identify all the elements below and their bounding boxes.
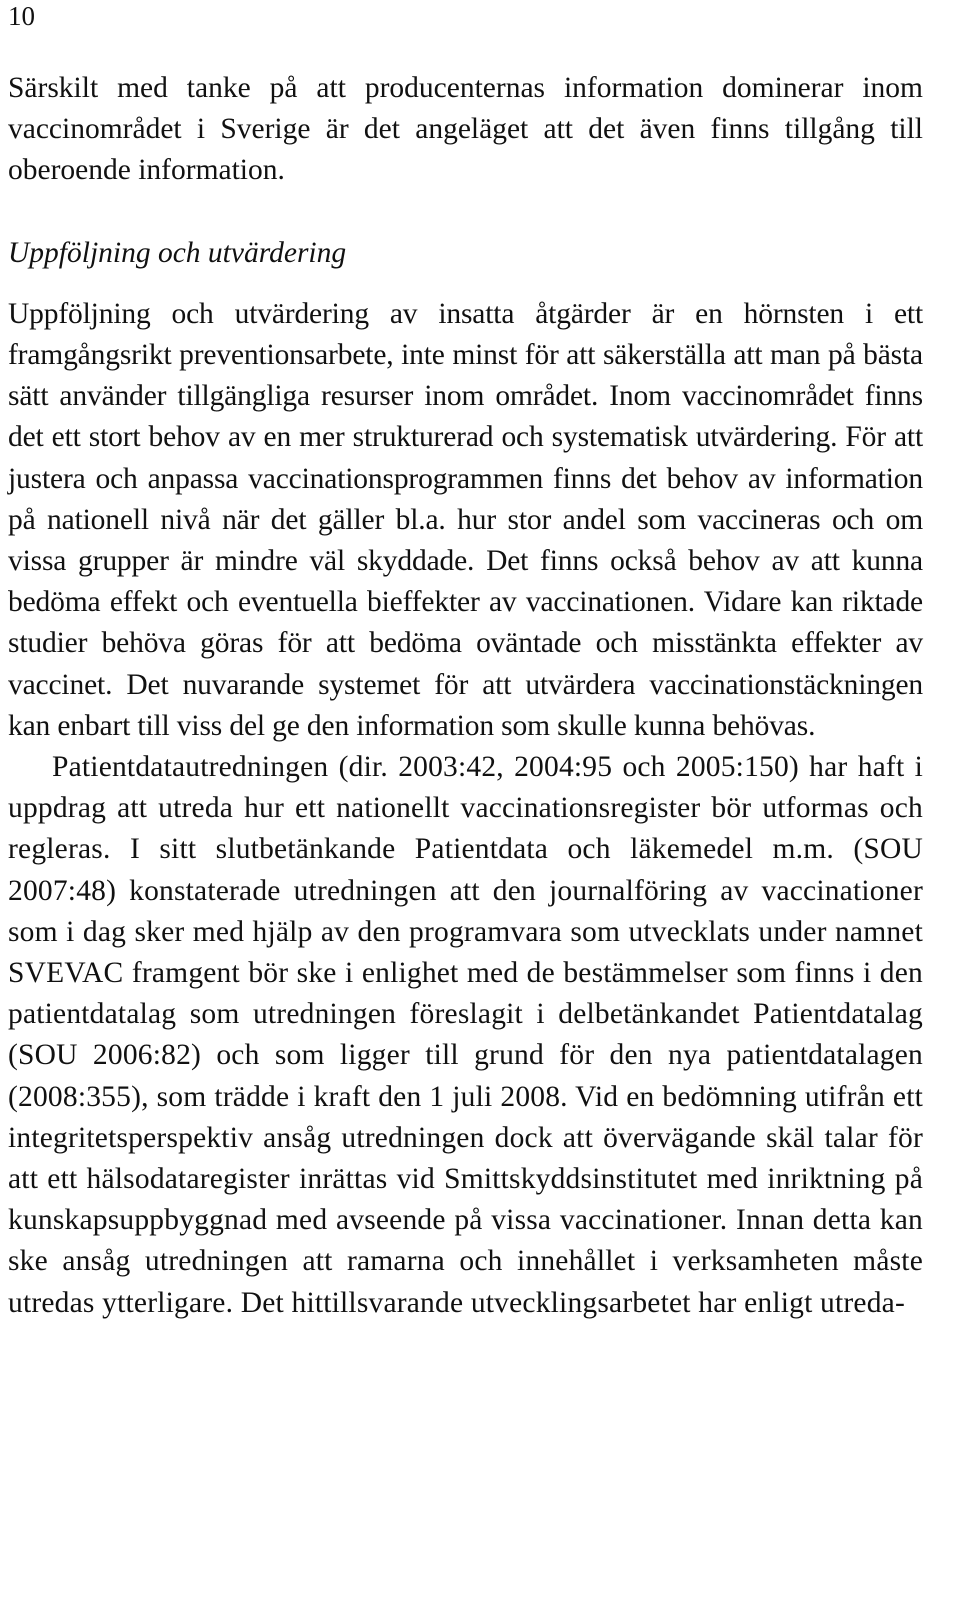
document-body <box>8 68 923 1324</box>
section-heading: Uppföljning och utvärdering <box>8 236 347 269</box>
page-number: 10 <box>8 1 35 31</box>
body-paragraph-1: Uppföljning och utvärdering av insatta åtgärder är en hörnsten i ett framgångsrikt preventionsarbete, inte minst för att säkerställa att man på bästa sätt använder tillgängliga resurser inom området. Inom vaccinområdet finns det ett stort behov av en mer strukturerad och systematisk utvärdering. För att justera och anpassa vaccinationsprogrammen finns det behov av information på nationell nivå när det gäller bl.a. hur stor andel som vaccineras och om vissa grupper är mindre väl skyddade. Det finns också behov av att kunna bedöma effekt och eventuella bieffekter av vaccinationen. Vidare kan riktade studier behöva göras för att bedöma oväntade och misstänkta effekter av vaccinet. Det nuvarande systemet för att utvärdera vaccinationstäckningen kan enbart till viss del ge den information som skulle kunna behövas. <box>8 297 923 742</box>
body-paragraph-2: Patientdatautredningen (dir. 2003:42, 2004:95 och 2005:150) har haft i uppdrag att utreda hur ett nationellt vaccinationsregister bör utformas och regleras. I sitt slutbetänkande Patientdata och läkemedel m.m. (SOU 2007:48) konstaterade utredningen att den journalföring av vaccinationer som i dag sker med hjälp av den programvara som utvecklats under namnet SVEVAC framgent bör ske i enlighet med de bestämmelser som finns i den patientdatalag som utredningen föreslagit i delbetänkandet Patientdatalag (SOU 2006:82) och som ligger till grund för den nya patientdatalagen (2008:355), som trädde i kraft den 1 juli 2008. Vid en bedömning utifrån ett integritetsperspektiv ansåg utredningen dock att övervägande skäl talar för att ett hälsodataregister inrättas vid Smittskyddsinstitutet med inriktning på kunskapsuppbyggnad med avseende på vissa vaccinationer. Innan detta kan ske ansåg utredningen att ramarna och innehållet i verksamheten måste utredas ytterligare. Det hittillsvarande utvecklingsarbetet har enligt utreda- <box>8 751 923 1319</box>
intro-paragraph: Särskilt med tanke på att producenternas information dominerar inom vaccinområdet i Sverige är det angeläget att det även finns tillgång till oberoende information. <box>8 72 923 187</box>
